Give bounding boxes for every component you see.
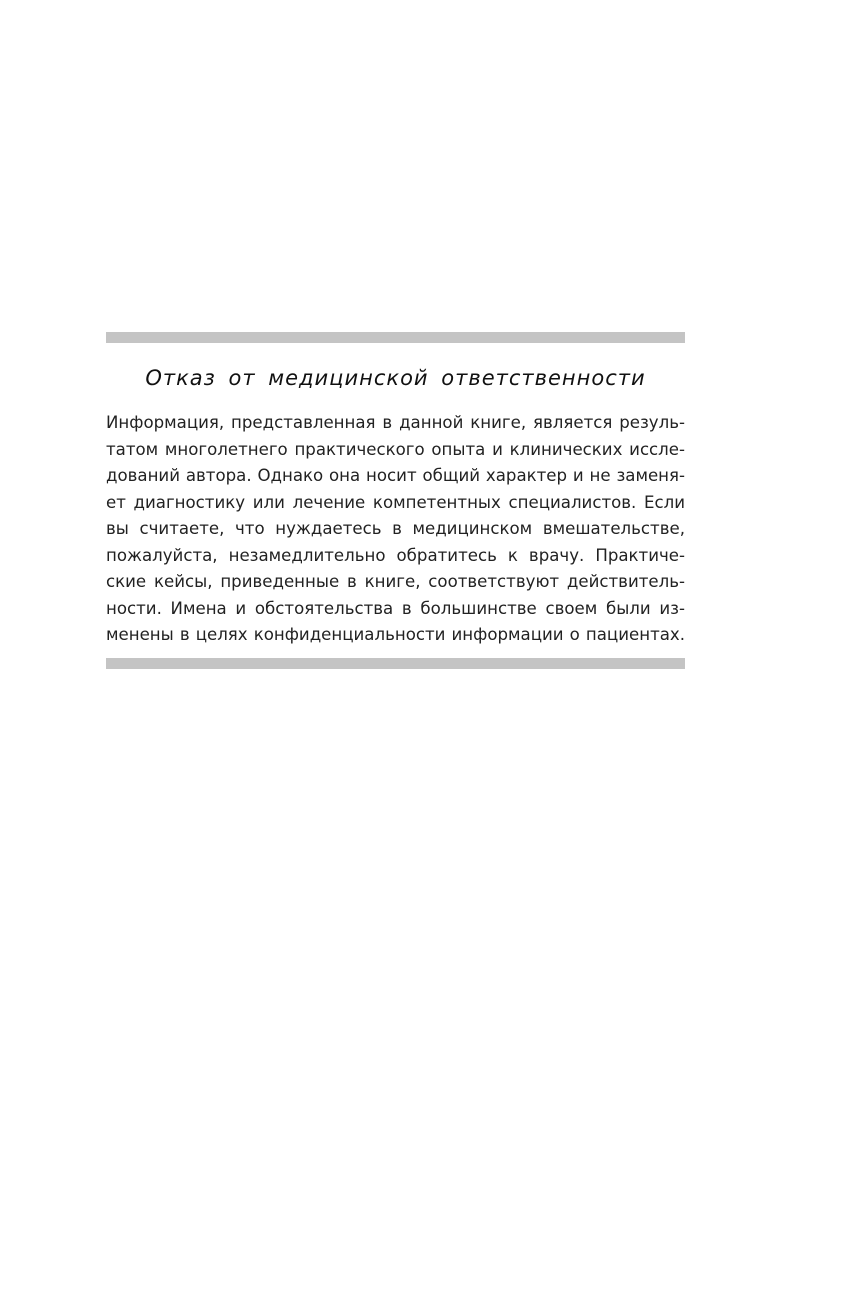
- disclaimer-line: ности. Имена и обстоятельства в большинстве своем были из-: [106, 598, 685, 618]
- disclaimer-line: Информация, представленная в данной книге, является резуль-: [106, 413, 685, 432]
- disclaimer-line: ет диагностику или лечение компетентных специалистов. Если: [106, 492, 685, 512]
- disclaimer-line: дований автора. Однако она носит общий характер и не заменя-: [106, 466, 685, 485]
- disclaimer-line: татом многолетнего практического опыта и клинических иссле-: [106, 439, 685, 459]
- bottom-divider: [106, 658, 685, 669]
- disclaimer-line: вы считаете, что нуждаетесь в медицинском вмешательстве,: [106, 519, 685, 538]
- disclaimer-title: Отказ от медицинской ответственности: [145, 366, 646, 390]
- disclaimer-line: ские кейсы, приведенные в книге, соответствуют действитель-: [106, 572, 685, 591]
- disclaimer-body: [106, 410, 685, 649]
- disclaimer-line-last: менены в целях конфиденциальности информации о пациентах.: [106, 625, 685, 644]
- disclaimer-line: пожалуйста, незамедлительно обратитесь к врачу. Практиче-: [106, 545, 685, 565]
- top-divider: [106, 332, 685, 343]
